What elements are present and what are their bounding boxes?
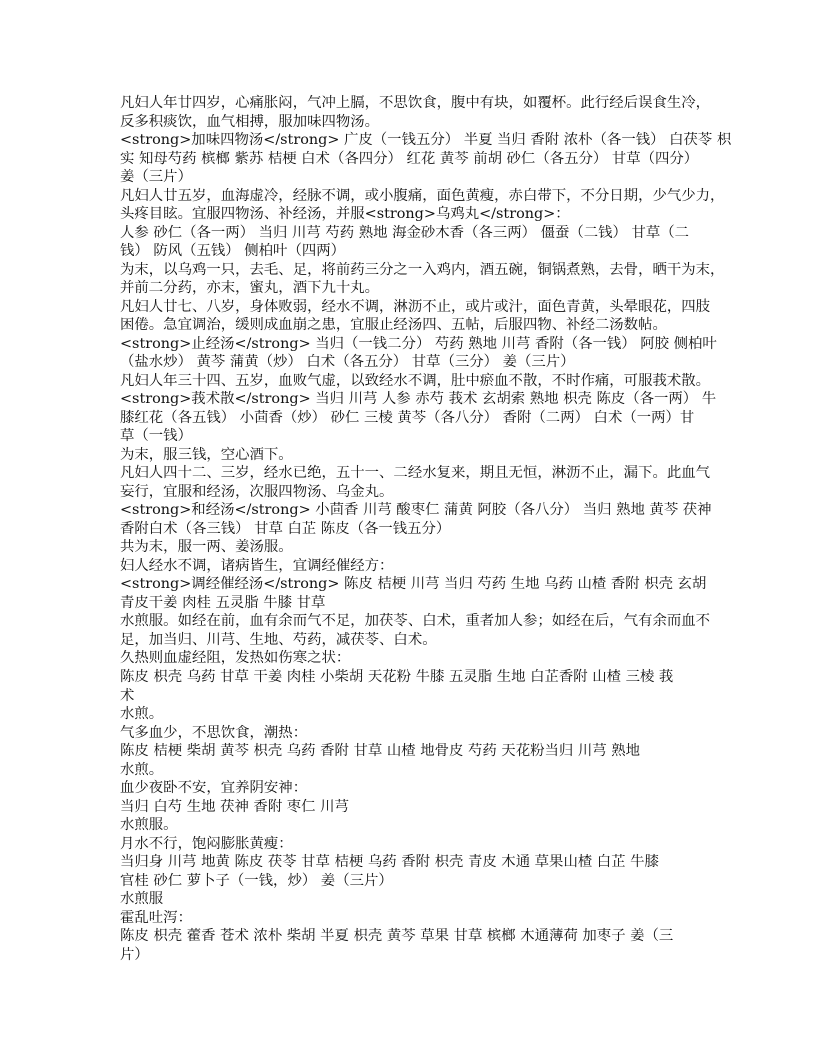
text-line: 钱） 防风（五钱） 侧柏叶（四两） — [120, 243, 346, 260]
text-line: 血少夜卧不安，宜养阴安神： — [120, 780, 308, 797]
paragraph — [120, 538, 720, 557]
text-line: （盐水炒） 黄芩 蒲黄（炒） 白术（各五分） 甘草（三分） 姜（三片） — [120, 354, 575, 371]
paragraph — [120, 612, 720, 649]
text-line: 凡妇人年三十四、五岁，血败气虚，以致经水不调，肚中瘀血不散，不时作痛，可服莪术散。 — [120, 372, 711, 389]
text-line: 为末，服三钱，空心酒下。 — [120, 446, 293, 463]
paragraph — [120, 927, 720, 964]
text-line: <strong>止经汤</strong> 当归（一钱二分） 芍药 熟地 川芎 香附（各一钱） 阿胶 侧柏叶 — [120, 335, 717, 352]
text-line: 术 — [120, 687, 135, 704]
text-line: 青皮干姜 肉桂 五灵脂 牛膝 甘草 — [120, 594, 326, 611]
text-line: 当归 白芍 生地 茯神 香附 枣仁 川芎 — [120, 798, 349, 815]
paragraph — [120, 94, 720, 131]
text-line: 姜（三片） — [120, 169, 192, 186]
paragraph — [120, 761, 720, 780]
paragraph — [120, 575, 720, 612]
text-line: 水煎服。如经在前，血有余而气不足，加茯苓、白术，重者加人参；如经在后，气有余而血不 — [120, 613, 711, 630]
text-line: 陈皮 枳壳 藿香 苍术 浓朴 柴胡 半夏 枳壳 黄芩 草果 甘草 槟榔 木通薄荷 加枣子 姜（三 — [120, 928, 674, 945]
paragraph — [120, 853, 720, 890]
text-line: 草（一钱） — [120, 428, 192, 445]
text-line: 凡妇人年廿四岁，心痛胀闷，气冲上膈，不思饮食，腹中有块，如覆杯。此行经后误食生冷， — [120, 95, 711, 111]
text-line: 气多血少，不思饮食，潮热： — [120, 724, 308, 741]
document-body — [120, 94, 732, 964]
text-line: 水煎。 — [120, 761, 164, 778]
text-line: 凡妇人四十二、三岁，经水已绝，五十一、二经水复来，期且无恒，淋沥不止，漏下。此血气 — [120, 465, 711, 482]
text-line: 陈皮 枳壳 乌药 甘草 干姜 肉桂 小柴胡 天花粉 牛膝 五灵脂 生地 白芷香附 山楂 三棱 莪 — [120, 668, 674, 685]
text-line: <strong>调经催经汤</strong> 陈皮 桔梗 川芎 当归 芍药 生地 乌药 山楂 香附 枳壳 玄胡 — [120, 576, 707, 593]
paragraph — [120, 798, 720, 817]
text-line: <strong>和经汤</strong> 小茴香 川芎 酸枣仁 蒲黄 阿胶（各八分） 当归 熟地 黄芩 茯神 — [120, 502, 712, 519]
text-line: 水煎服 — [120, 891, 164, 908]
paragraph — [120, 390, 720, 446]
paragraph — [120, 816, 720, 835]
paragraph — [120, 724, 720, 743]
text-line: 月水不行，饱闷膨胀黄瘦： — [120, 835, 293, 852]
text-line: <strong>莪术散</strong> 当归 川芎 人参 赤芍 莪术 玄胡索 熟地 枳壳 陈皮（各一两） 牛 — [120, 391, 717, 408]
paragraph — [120, 131, 732, 187]
paragraph — [120, 557, 720, 576]
text-line: 妇人经水不调，诸病皆生，宜调经催经方： — [120, 557, 394, 574]
text-line: 共为末，服一两、姜汤服。 — [120, 539, 293, 556]
paragraph — [120, 261, 725, 298]
text-line: 凡妇人廿五岁，血海虚冷，经脉不调，或小腹痛，面色黄瘦，赤白带下，不分日期，少气少力， — [120, 187, 725, 204]
paragraph — [120, 224, 720, 261]
paragraph — [120, 464, 720, 501]
text-line: 久热则血虚经阻，发热如伤寒之状： — [120, 650, 351, 667]
text-line: 妄行，宜服和经汤，次服四物汤、乌金丸。 — [120, 483, 394, 500]
paragraph — [120, 298, 720, 335]
text-line: 膝红花（各五钱） 小茴香（炒） 砂仁 三棱 黄芩（各八分） 香附（二两） 白术（一两）甘 — [120, 409, 695, 426]
text-line: 并前二分药，亦末，蜜丸，酒下九十丸。 — [120, 280, 380, 297]
text-line: 头疼目眩。宜服四物汤、补经汤，并服<strong>乌鸡丸</strong>： — [120, 206, 570, 223]
text-line: 凡妇人廿七、八岁，身体败弱，经水不调，淋沥不止，或片或汁，面色青黄，头晕眼花，四肢 — [120, 298, 711, 315]
text-line: 霍乱吐泻： — [120, 909, 192, 926]
paragraph — [120, 705, 720, 724]
paragraph — [120, 742, 720, 761]
text-line: 当归身 川芎 地黄 陈皮 茯苓 甘草 桔梗 乌药 香附 枳壳 青皮 木通 草果山楂 白芷 牛膝 — [120, 854, 659, 871]
paragraph — [120, 909, 720, 928]
paragraph — [120, 372, 720, 391]
paragraph — [120, 835, 720, 854]
text-line: 水煎服。 — [120, 817, 178, 834]
text-line: <strong>加味四物汤</strong> 广皮（一钱五分） 半夏 当归 香附 浓朴（各一钱） 白茯苓 枳 — [120, 132, 732, 149]
text-line: 片） — [120, 946, 149, 963]
text-line: 水煎。 — [120, 706, 164, 723]
text-line: 官桂 砂仁 萝卜子（一钱，炒） 姜（三片） — [120, 872, 393, 889]
text-line: 实 知母芍药 槟榔 紫苏 桔梗 白术（各四分） 红花 黄芩 前胡 砂仁（各五分） 甘草（四分） — [120, 150, 699, 167]
text-line: 人参 砂仁（各一两） 当归 川芎 芍药 熟地 海金砂木香（各三两） 僵蚕（二钱） 甘草（二 — [120, 224, 690, 241]
paragraph — [120, 649, 720, 668]
paragraph — [120, 668, 720, 705]
text-line: 陈皮 桔梗 柴胡 黄芩 枳壳 乌药 香附 甘草 山楂 地骨皮 芍药 天花粉当归 川芎 熟地 — [120, 743, 640, 760]
text-line: 香附白术（各三钱） 甘草 白芷 陈皮（各一钱五分） — [120, 520, 451, 537]
text-line: 反多积痰饮，血气相搏，服加味四物汤。 — [120, 113, 380, 130]
text-line: 为末，以乌鸡一只，去毛、足，将前药三分之一入鸡内，酒五碗，铜锅煮熟，去骨，晒干为末， — [120, 261, 725, 278]
paragraph — [120, 187, 725, 224]
paragraph — [120, 501, 720, 538]
text-line: 困倦。急宜调治，缓则成血崩之患，宜服止经汤四、五帖，后服四物、补经二汤数帖。 — [120, 317, 667, 334]
text-line: 足，加当归、川芎、生地、芍药，减茯苓、白术。 — [120, 631, 437, 648]
paragraph — [120, 779, 720, 798]
paragraph — [120, 335, 720, 372]
paragraph — [120, 890, 720, 909]
paragraph — [120, 446, 720, 465]
